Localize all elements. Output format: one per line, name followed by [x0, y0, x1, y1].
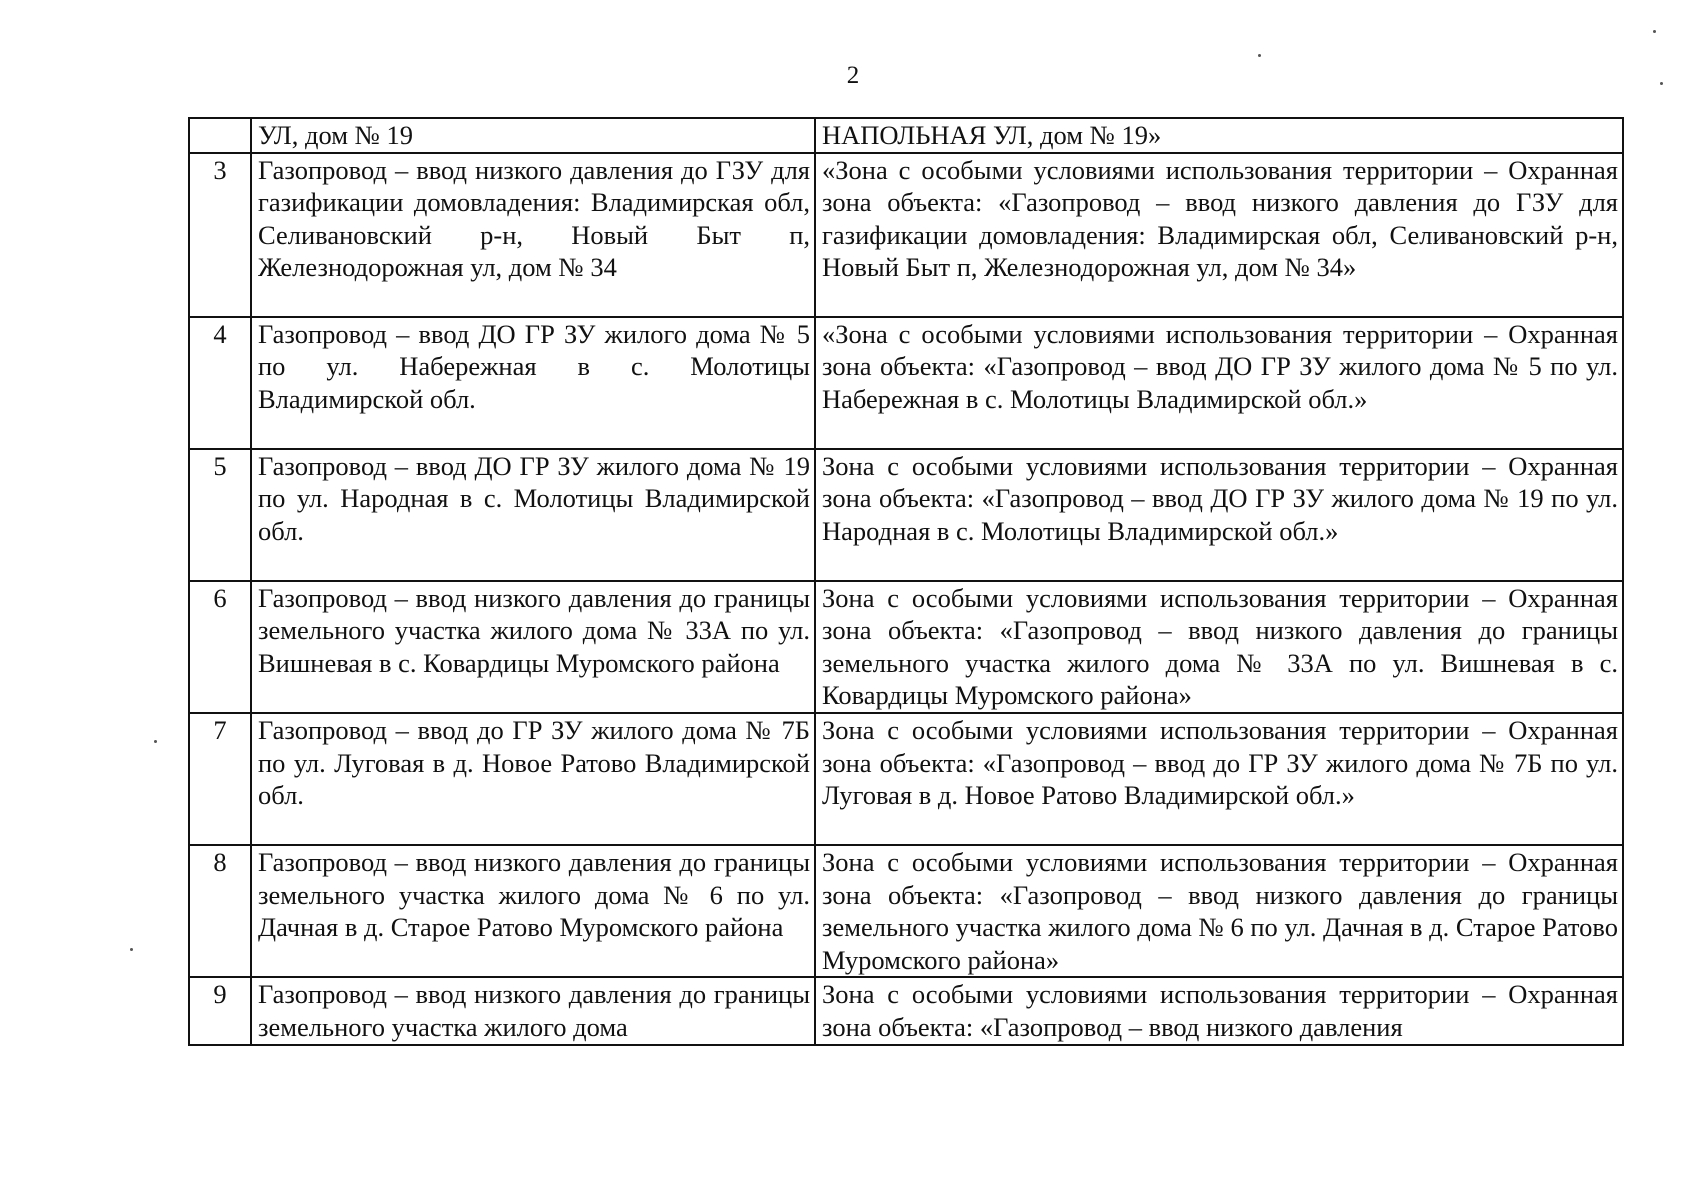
row-number-cell: 6	[189, 581, 251, 713]
row-number-cell: 5	[189, 449, 251, 581]
table-row	[189, 153, 1623, 317]
scan-speck	[1653, 30, 1656, 33]
object-name-cell: Газопровод – ввод низкого давления до границы земельного участка жилого дома № 33А по ул. Вишневая в с. Ковардицы Муромского района	[251, 581, 815, 713]
table-row	[189, 449, 1623, 581]
row-number-cell: 7	[189, 713, 251, 845]
table-row	[189, 845, 1623, 977]
object-name-cell: Газопровод – ввод ДО ГР ЗУ жилого дома № 5 по ул. Набережная в с. Молотицы Владимирской обл.	[251, 317, 815, 449]
scan-speck	[130, 948, 133, 951]
table-row	[189, 317, 1623, 449]
row-number-cell: 4	[189, 317, 251, 449]
zone-description-cell: Зона с особыми условиями использования территории – Охранная зона объекта: «Газопровод – ввод ДО ГР ЗУ жилого дома № 19 по ул. Народная в с. Молотицы Владимирской обл.»	[815, 449, 1623, 581]
table-row	[189, 581, 1623, 713]
table-row	[189, 118, 1623, 153]
zone-description-cell: «Зона с особыми условиями использования территории – Охранная зона объекта: «Газопровод – ввод ДО ГР ЗУ жилого дома № 5 по ул. Набережная в с. Молотицы Владимирской обл.»	[815, 317, 1623, 449]
page-number: 2	[846, 62, 860, 89]
object-name-cell: Газопровод – ввод низкого давления до ГЗУ для газификации домовладения: Владимирская обл, Селивановский р-н, Новый Быт п, Железнодорожная ул, дом № 34	[251, 153, 815, 317]
object-name-cell: Газопровод – ввод до ГР ЗУ жилого дома № 7Б по ул. Луговая в д. Новое Ратово Владимирской обл.	[251, 713, 815, 845]
scan-speck	[1258, 54, 1261, 57]
object-name-cell: УЛ, дом № 19	[251, 118, 815, 153]
zone-description-cell: «Зона с особыми условиями использования территории – Охранная зона объекта: «Газопровод – ввод низкого давления до ГЗУ для газификации домовладения: Владимирская обл, Селивановский р-н, Новый Быт п, Железнодорожная ул, дом № 34»	[815, 153, 1623, 317]
scan-speck	[1660, 82, 1663, 85]
table-row	[189, 713, 1623, 845]
scan-speck	[154, 740, 157, 743]
object-name-cell: Газопровод – ввод низкого давления до границы земельного участка жилого дома	[251, 977, 815, 1044]
row-number-cell: 8	[189, 845, 251, 977]
zone-description-cell: Зона с особыми условиями использования территории – Охранная зона объекта: «Газопровод – ввод низкого давления до границы земельного участка жилого дома № 6 по ул. Дачная в д. Старое Ратово Муромского района»	[815, 845, 1623, 977]
row-number-cell: 9	[189, 977, 251, 1044]
object-name-cell: Газопровод – ввод низкого давления до границы земельного участка жилого дома № 6 по ул. Дачная в д. Старое Ратово Муромского района	[251, 845, 815, 977]
object-name-cell: Газопровод – ввод ДО ГР ЗУ жилого дома № 19 по ул. Народная в с. Молотицы Владимирской обл.	[251, 449, 815, 581]
row-number-cell: 3	[189, 153, 251, 317]
zone-description-cell: Зона с особыми условиями использования территории – Охранная зона объекта: «Газопровод – ввод низкого давления до границы земельного участка жилого дома № 33А по ул. Вишневая в с. Ковардицы Муромского района»	[815, 581, 1623, 713]
zone-description-cell: Зона с особыми условиями использования территории – Охранная зона объекта: «Газопровод – ввод низкого давления	[815, 977, 1623, 1044]
row-number-cell	[189, 118, 251, 153]
zones-table	[188, 117, 1624, 1046]
zone-description-cell: Зона с особыми условиями использования территории – Охранная зона объекта: «Газопровод – ввод до ГР ЗУ жилого дома № 7Б по ул. Луговая в д. Новое Ратово Владимирской обл.»	[815, 713, 1623, 845]
table-row	[189, 977, 1623, 1044]
zone-description-cell: НАПОЛЬНАЯ УЛ, дом № 19»	[815, 118, 1623, 153]
